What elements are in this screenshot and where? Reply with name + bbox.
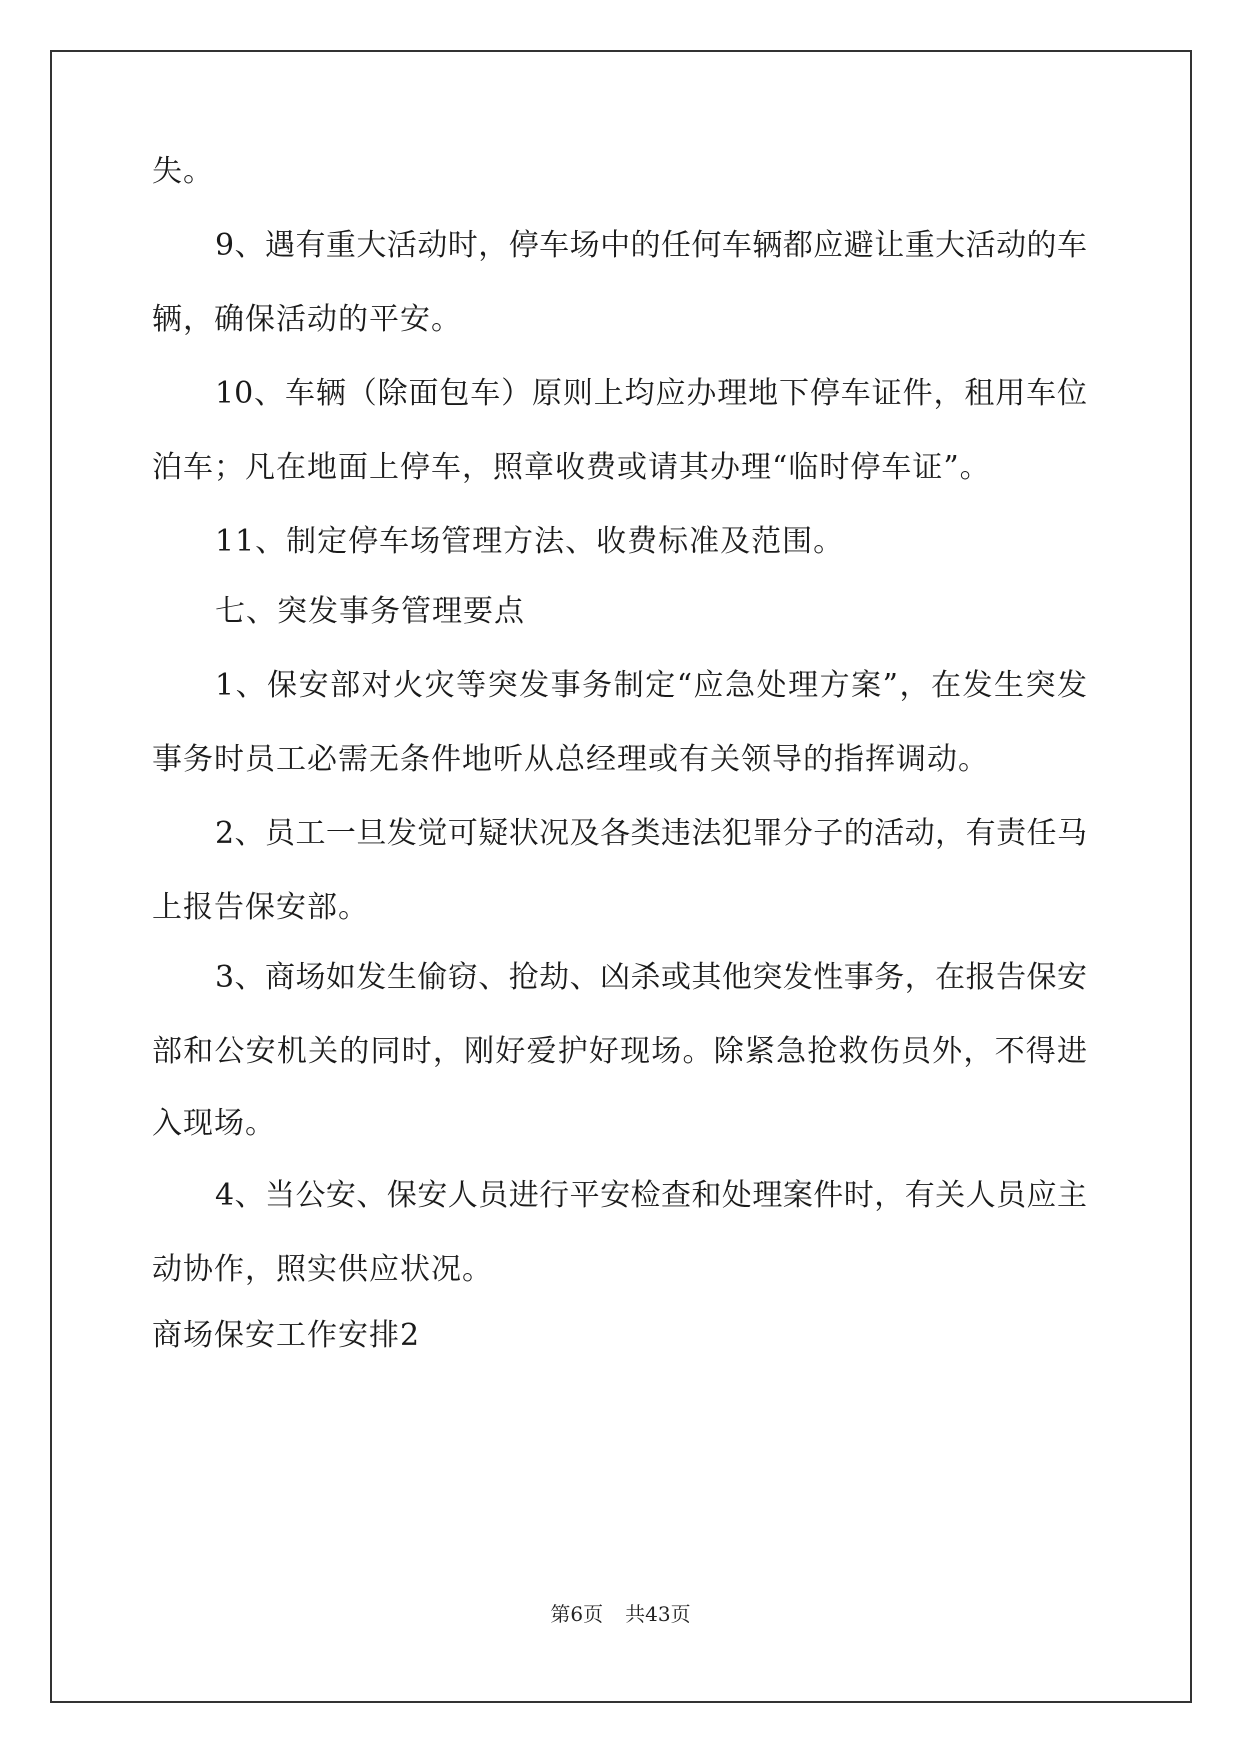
page-total: 共43页: [625, 1602, 691, 1626]
page-footer: [0, 1600, 1241, 1628]
text-line: 失。: [152, 154, 214, 189]
text-line: 辆，确保活动的平安。: [152, 302, 462, 337]
section-subheading: 七、突发事务管理要点: [215, 594, 525, 629]
text-line: 1、保安部对火灾等突发事务制定“应急处理方案”，在发生突发: [215, 668, 1087, 703]
text-line: 9、遇有重大活动时，停车场中的任何车辆都应避让重大活动的车: [215, 228, 1087, 263]
page-number: 第6页: [550, 1602, 604, 1626]
text-line: 入现场。: [152, 1106, 276, 1141]
text-line: 10、车辆（除面包车）原则上均应办理地下停车证件，租用车位: [215, 376, 1087, 411]
text-line: 4、当公安、保安人员进行平安检查和处理案件时，有关人员应主: [215, 1178, 1087, 1213]
text-line: 2、员工一旦发觉可疑状况及各类违法犯罪分子的活动，有责任马: [215, 816, 1087, 851]
page-border: [50, 50, 1192, 1703]
text-line: 3、商场如发生偷窃、抢劫、凶杀或其他突发性事务，在报告保安: [215, 960, 1087, 995]
text-line: 上报告保安部。: [152, 890, 369, 925]
text-line: 动协作，照实供应状况。: [152, 1252, 493, 1287]
text-line: 泊车；凡在地面上停车，照章收费或请其办理“临时停车证”。: [152, 450, 991, 485]
text-line: 事务时员工必需无条件地听从总经理或有关领导的指挥调动。: [152, 742, 989, 777]
section-heading: 商场保安工作安排2: [152, 1318, 421, 1353]
text-line: 部和公安机关的同时，刚好爱护好现场。除紧急抢救伤员外，不得进: [152, 1034, 1087, 1069]
text-line: 11、制定停车场管理方法、收费标准及范围。: [215, 524, 845, 559]
